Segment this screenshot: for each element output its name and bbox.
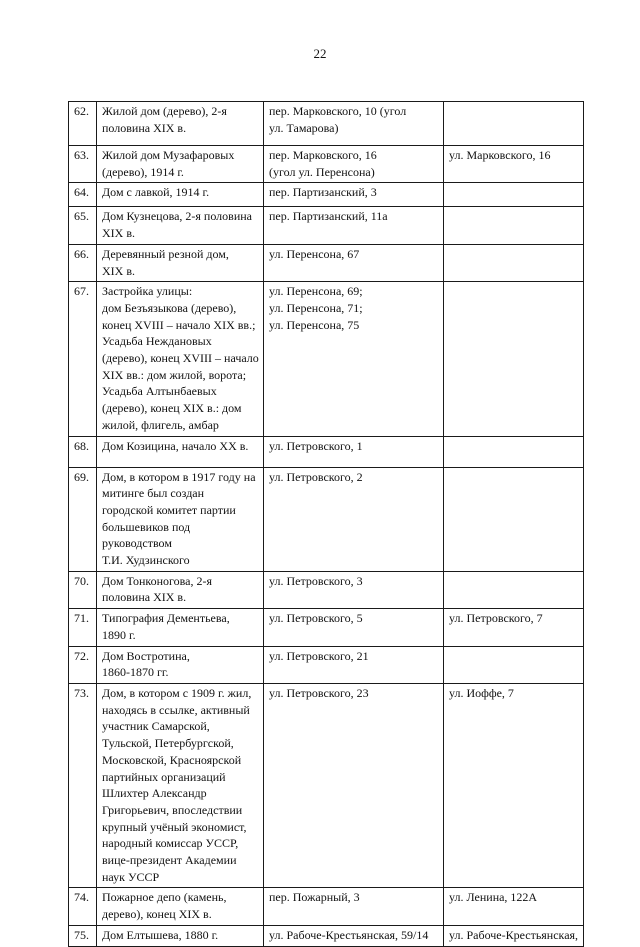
address-cell (264, 183, 444, 207)
cell-text-line: находясь в ссылке, активный (102, 702, 250, 717)
address-cell (264, 244, 444, 281)
address-cell (264, 571, 444, 608)
protection-zone-cell (444, 282, 584, 436)
object-name-cell (97, 609, 264, 646)
cell-text-line: ул. Перенсона, 71; (269, 300, 363, 315)
table-row (69, 207, 584, 244)
cell-text-line: (дерево), 1914 г. (102, 164, 184, 179)
cell-text-line: Дом Востротина, (102, 648, 190, 663)
cell-text-line: пер. Пожарный, 3 (269, 890, 360, 905)
cell-text-line: Дом Елтышева, 1880 г. (102, 927, 219, 942)
table-row (69, 183, 584, 207)
cell-text-line: городской комитет партии (102, 502, 236, 517)
cell-text-line: пер. Партизанский, 11а (269, 209, 388, 224)
table-row (69, 609, 584, 646)
row-number-cell: 74. (69, 888, 97, 925)
address-cell (264, 146, 444, 183)
address-cell (264, 925, 444, 946)
object-name-cell (97, 646, 264, 683)
row-number-cell: 70. (69, 571, 97, 608)
protection-zone-cell (444, 646, 584, 683)
table-row (69, 888, 584, 925)
cell-text-line: XIX вв.: дом жилой, ворота; (102, 367, 247, 382)
protection-zone-cell (444, 467, 584, 571)
cell-text-line: Дом Козицина, начало XX в. (102, 438, 249, 453)
cell-text-line: ул. Перенсона, 75 (269, 317, 360, 332)
cell-text-line: половина XIX в. (102, 590, 187, 605)
address-cell (264, 683, 444, 887)
cell-text-line: участник Самарской, (102, 719, 210, 734)
cell-text-line: Шлихтер Александр (102, 786, 207, 801)
cell-text-line: ул. Петровского, 1 (269, 438, 363, 453)
table-row (69, 467, 584, 571)
cell-text-line: Дом Тонконогова, 2-я (102, 573, 213, 588)
object-name-cell (97, 207, 264, 244)
protection-zone-cell (444, 146, 584, 183)
cell-text-line: пер. Марковского, 16 (269, 148, 377, 162)
table-row (69, 925, 584, 946)
object-name-cell (97, 888, 264, 925)
object-name-cell (97, 571, 264, 608)
address-cell (264, 467, 444, 571)
cell-text-line: (дерево), конец XIX в.: дом (102, 401, 242, 416)
object-name-cell (97, 683, 264, 887)
page-number: 22 (313, 46, 327, 61)
cell-text-line: руководством (102, 536, 172, 551)
object-name-cell (97, 102, 264, 146)
protection-zone-cell (444, 683, 584, 887)
cell-text-line: половина XIX в. (102, 120, 187, 135)
protection-zone-cell (444, 436, 584, 467)
table-row (69, 102, 584, 146)
cell-text-line: ул. Перенсона, 69; (269, 284, 363, 299)
table-row (69, 244, 584, 281)
cell-text-line: Пожарное депо (камень, (102, 890, 227, 905)
cell-text-line: ул. Петровского, 21 (269, 648, 369, 663)
cell-text-line: наук УССР (102, 869, 160, 884)
cell-text-line: народный комиссар УССР, (102, 836, 239, 851)
row-number-cell: 73. (69, 683, 97, 887)
cell-text-line: ул. Петровского, 3 (269, 573, 363, 588)
row-number-cell: 65. (69, 207, 97, 244)
table-row (69, 571, 584, 608)
cell-text-line: Дом, в котором в 1917 году на (102, 469, 256, 484)
protection-zone-cell (444, 925, 584, 946)
cell-text-line: партийных организаций (102, 769, 226, 784)
cell-text-line: ул. Рабоче-Крестьянская, 59/14 (269, 927, 429, 942)
table-row (69, 683, 584, 887)
cell-text-line: XIX в. (102, 226, 135, 241)
protection-zone-cell (444, 609, 584, 646)
table-row (69, 146, 584, 183)
row-number-cell: 75. (69, 925, 97, 946)
cell-text-line: 1860-1870 гг. (102, 665, 169, 680)
cell-text-line: Жилой дом (дерево), 2-я (102, 104, 227, 118)
protection-zone-cell (444, 571, 584, 608)
cell-text-line: дом Безъязыкова (дерево), (102, 300, 237, 315)
cell-text-line: ул. Перенсона, 67 (269, 246, 360, 261)
address-cell (264, 888, 444, 925)
cell-text-line: пер. Партизанский, 3 (269, 185, 377, 200)
object-name-cell (97, 244, 264, 281)
cell-text-line: Типография Дементьева, (102, 611, 230, 626)
cell-text-line: Усадьба Алтынбаевых (102, 384, 217, 399)
cell-text-line: XIX в. (102, 263, 135, 278)
cell-text-line: (угол ул. Перенсона) (269, 164, 375, 179)
protection-zone-cell (444, 183, 584, 207)
cell-text-line: ул. Петровского, 23 (269, 685, 369, 700)
object-name-cell (97, 146, 264, 183)
cell-text-line: дерево), конец XIX в. (102, 907, 212, 922)
protection-zone-cell (444, 102, 584, 146)
table-row (69, 436, 584, 467)
cell-text-line: ул. Рабоче-Крестьянская, (449, 927, 579, 942)
cell-text-line: Жилой дом Музафаровых (102, 148, 235, 162)
cell-text-line: митинге был создан (102, 486, 205, 501)
cell-text-line: пер. Марковского, 10 (угол (269, 104, 407, 118)
cell-text-line: большевиков под (102, 519, 191, 534)
cell-text-line: ул. Петровского, 2 (269, 469, 363, 484)
cell-text-line: Застройка улицы: (102, 284, 193, 299)
row-number-cell: 62. (69, 102, 97, 146)
row-number-cell: 67. (69, 282, 97, 436)
address-cell (264, 609, 444, 646)
address-cell (264, 646, 444, 683)
row-number-cell: 64. (69, 183, 97, 207)
table-row (69, 646, 584, 683)
object-name-cell (97, 183, 264, 207)
protection-zone-cell (444, 888, 584, 925)
cell-text-line: ул. Петровского, 7 (449, 611, 543, 626)
cell-text-line: крупный учёный экономист, (102, 819, 247, 834)
cell-text-line: 1890 г. (102, 627, 136, 642)
cell-text-line: ул. Марковского, 16 (449, 148, 551, 162)
object-name-cell (97, 282, 264, 436)
address-cell (264, 207, 444, 244)
protection-zone-cell (444, 244, 584, 281)
protection-zone-cell (444, 207, 584, 244)
cell-text-line: ул. Ленина, 122А (449, 890, 538, 905)
object-name-cell (97, 467, 264, 571)
cell-text-line: конец XVIII – начало XIX вв.; (102, 317, 256, 332)
row-number-cell: 69. (69, 467, 97, 571)
table-row (69, 282, 584, 436)
object-name-cell (97, 436, 264, 467)
cell-text-line: Дом с лавкой, 1914 г. (102, 185, 210, 200)
cell-text-line: жилой, флигель, амбар (102, 417, 219, 432)
address-cell (264, 436, 444, 467)
cell-text-line: ул. Тамарова) (269, 120, 339, 135)
row-number-cell: 63. (69, 146, 97, 183)
heritage-objects-table (68, 101, 584, 947)
cell-text-line: Дом Кузнецова, 2-я половина (102, 209, 252, 224)
object-name-cell (97, 925, 264, 946)
row-number-cell: 68. (69, 436, 97, 467)
row-number-cell: 72. (69, 646, 97, 683)
row-number-cell: 66. (69, 244, 97, 281)
cell-text-line: Тульской, Петербургской, (102, 736, 234, 751)
row-number-cell: 71. (69, 609, 97, 646)
address-cell (264, 282, 444, 436)
cell-text-line: Дом, в котором с 1909 г. жил, (102, 685, 252, 700)
cell-text-line: Усадьба Неждановых (102, 334, 212, 349)
cell-text-line: Т.И. Худзинского (102, 553, 190, 568)
cell-text-line: Деревянный резной дом, (102, 246, 229, 261)
cell-text-line: вице-президент Академии (102, 853, 237, 868)
cell-text-line: ул. Иоффе, 7 (449, 685, 514, 700)
cell-text-line: Московской, Красноярской (102, 752, 242, 767)
cell-text-line: (дерево), конец XVIII – начало (102, 351, 259, 366)
address-cell (264, 102, 444, 146)
cell-text-line: ул. Петровского, 5 (269, 611, 363, 626)
cell-text-line: Григорьевич, впоследствии (102, 802, 243, 817)
